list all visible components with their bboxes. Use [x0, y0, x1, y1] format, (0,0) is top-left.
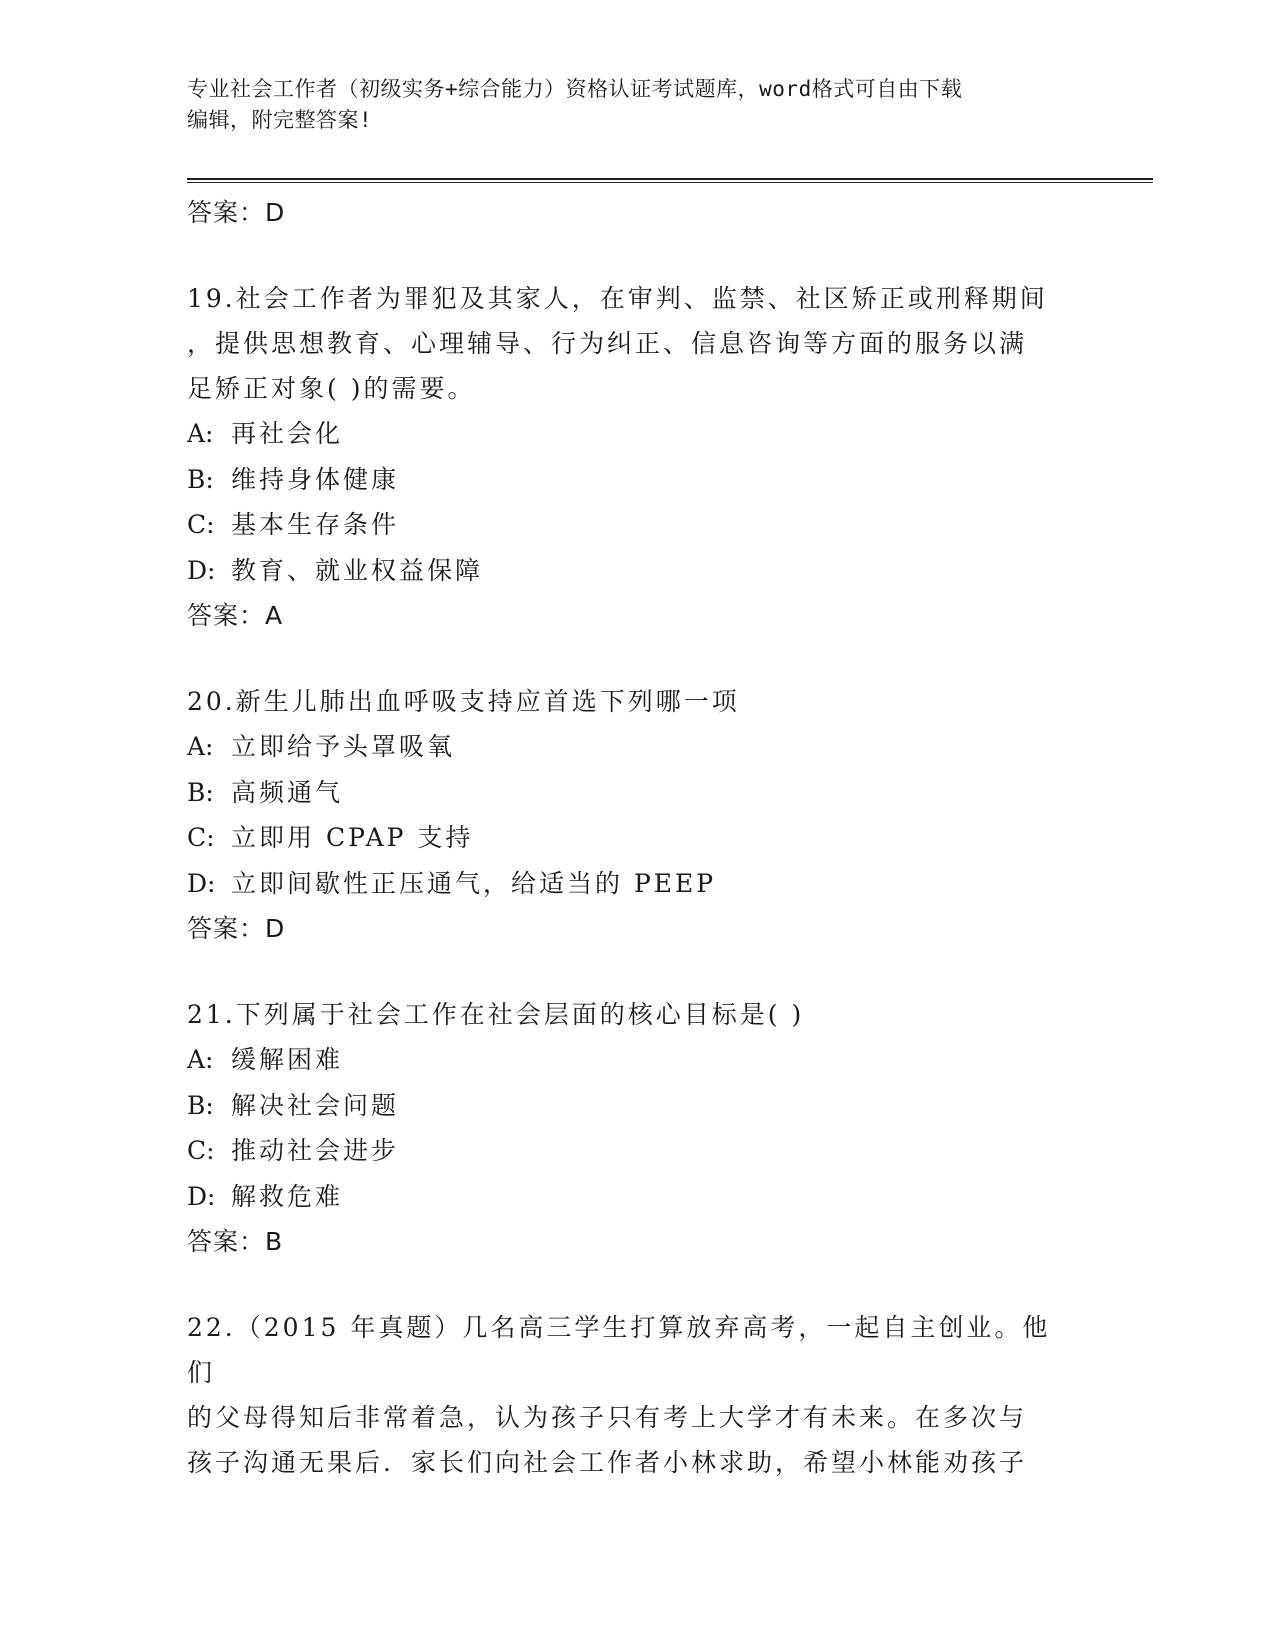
option-d [187, 1174, 1087, 1220]
question-line: ，提供思想教育、心理辅导、行为纠正、信息咨询等方面的服务以满 [187, 329, 1028, 358]
option-c [187, 1128, 1087, 1174]
answer-line [187, 593, 1087, 639]
option-letter: B: [187, 1090, 214, 1120]
option-b [187, 770, 1087, 816]
option-text: 维持身体健康 [231, 464, 400, 494]
answer-value: A [265, 601, 284, 630]
header-divider-thick [187, 178, 1153, 180]
header-divider-thin [187, 182, 1153, 183]
answer-line [187, 1219, 1087, 1265]
document-body [187, 190, 1087, 1485]
option-d [187, 861, 1087, 907]
answer-label: 答案： [187, 198, 266, 227]
option-letter: D: [187, 555, 216, 585]
option-text: 基本生存条件 [231, 510, 400, 539]
question-text [187, 1305, 1077, 1485]
question-22 [187, 1305, 1087, 1485]
answer-value: D [265, 198, 286, 227]
option-letter: B: [187, 777, 214, 807]
option-c [187, 502, 1087, 548]
answer-label: 答案： [187, 914, 266, 943]
question-text [187, 276, 1077, 411]
option-letter: C: [187, 1136, 215, 1165]
option-text: 解决社会问题 [231, 1090, 400, 1120]
question-line: 19.社会工作者为罪犯及其家人，在审判、监禁、社区矫正或刑释期间 [187, 284, 1048, 313]
question-20 [187, 679, 1087, 952]
option-text: 缓解困难 [231, 1045, 344, 1074]
option-b [187, 457, 1087, 503]
option-a [187, 724, 1087, 770]
question-21 [187, 992, 1087, 1265]
header-line-1: 专业社会工作者（初级实务+综合能力）资格认证考试题库，word格式可自由下载 [187, 77, 963, 101]
option-text: 推动社会进步 [231, 1136, 400, 1165]
option-letter: D: [187, 1181, 216, 1211]
option-text: 立即给予头罩吸氧 [231, 732, 456, 761]
answer-value: B [265, 1227, 284, 1256]
option-a [187, 1037, 1087, 1083]
option-b [187, 1083, 1087, 1129]
question-line: 22.（2015 年真题）几名高三学生打算放弃高考，一起自主创业。他们 [187, 1313, 1051, 1387]
answer-line [187, 906, 1087, 952]
option-letter: A: [187, 732, 214, 761]
option-text: 解救危难 [231, 1181, 344, 1211]
answer-value: D [265, 914, 286, 943]
document-header [187, 74, 1087, 136]
option-c [187, 815, 1087, 861]
option-letter: D: [187, 868, 216, 898]
option-text: 教育、就业权益保障 [231, 555, 484, 585]
option-text: 立即间歇性正压通气，给适当的 PEEP [231, 868, 717, 898]
answer-label: 答案： [187, 601, 266, 630]
question-line: 孩子沟通无果后．家长们向社会工作者小林求助，希望小林能劝孩子 [187, 1448, 1028, 1477]
option-letter: C: [187, 510, 215, 539]
answer-label: 答案： [187, 1227, 266, 1256]
question-line: 足矫正对象( )的需要。 [187, 374, 476, 403]
option-a [187, 411, 1087, 457]
option-letter: A: [187, 1045, 214, 1074]
option-d [187, 548, 1087, 594]
question-text [187, 679, 1077, 724]
option-text: 高频通气 [231, 777, 344, 807]
question-line: 20.新生儿肺出血呼吸支持应首选下列哪一项 [187, 687, 740, 716]
header-line-2: 编辑，附完整答案! [187, 108, 373, 132]
question-19 [187, 276, 1087, 639]
option-text: 再社会化 [231, 419, 344, 448]
answer-line [187, 190, 1087, 236]
option-letter: B: [187, 464, 214, 494]
question-line: 21.下列属于社会工作在社会层面的核心目标是( ) [187, 1000, 805, 1029]
option-letter: A: [187, 419, 214, 448]
option-text: 立即用 CPAP 支持 [231, 823, 474, 852]
question-line: 的父母得知后非常着急，认为孩子只有考上大学才有未来。在多次与 [187, 1403, 1028, 1432]
option-letter: C: [187, 823, 215, 852]
question-text [187, 992, 1077, 1037]
